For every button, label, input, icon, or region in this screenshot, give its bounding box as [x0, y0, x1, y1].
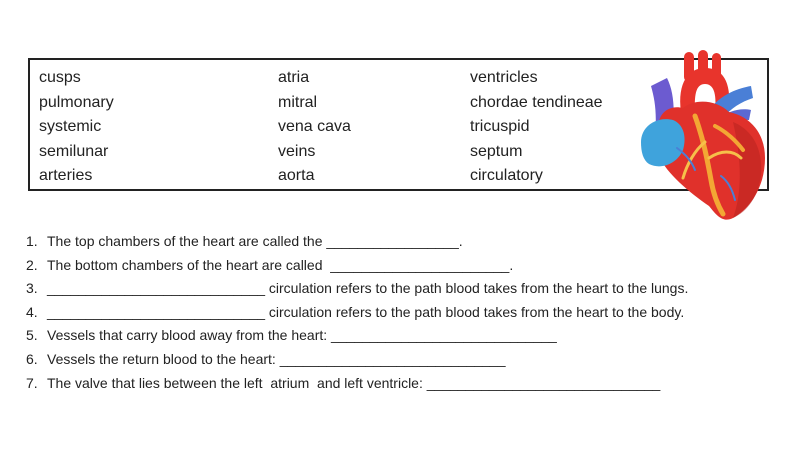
- word-bank-term: chordae tendineae: [470, 93, 603, 111]
- heart-illustration: [637, 46, 777, 226]
- question-text: ____________________________ circulation refers to the path blood takes from the heart to the lungs.: [47, 280, 689, 297]
- word-bank-column-2: [278, 66, 351, 189]
- word-bank-term: atria: [278, 69, 310, 86]
- word-bank-term: mitral: [278, 93, 318, 111]
- word-bank-term: semilunar: [39, 142, 109, 160]
- question-number: 3.: [26, 280, 38, 297]
- question-text: The top chambers of the heart are called the _________________.: [47, 233, 463, 249]
- word-bank-term: septum: [470, 142, 523, 160]
- question-item: [26, 230, 688, 254]
- word-bank-term: arteries: [39, 167, 93, 184]
- word-bank-column-3: [470, 66, 603, 189]
- word-bank-term: aorta: [278, 167, 315, 184]
- question-text: Vessels that carry blood away from the heart: _____________________________: [47, 327, 557, 344]
- question-item: [26, 277, 688, 301]
- question-text: The valve that lies between the left atrium and left ventricle: ______________________________: [47, 374, 661, 391]
- word-bank-term: tricuspid: [470, 118, 530, 135]
- question-number: 6.: [26, 350, 38, 367]
- word-bank-term: vena cava: [278, 118, 351, 135]
- word-bank-term: systemic: [39, 118, 102, 135]
- word-bank-term: cusps: [39, 69, 81, 86]
- question-number: 7.: [26, 374, 38, 391]
- question-text: ____________________________ circulation refers to the path blood takes from the heart to the body.: [47, 303, 685, 320]
- question-item: [26, 348, 688, 372]
- question-number: 1.: [26, 233, 38, 249]
- question-text: Vessels the return blood to the heart: _____________________________: [47, 350, 506, 367]
- question-number: 4.: [26, 303, 38, 320]
- word-bank-term: circulatory: [470, 167, 543, 184]
- word-bank-term: pulmonary: [39, 93, 114, 111]
- question-item: [26, 254, 688, 278]
- question-item: [26, 301, 688, 325]
- word-bank-term: ventricles: [470, 69, 538, 86]
- question-list: [26, 230, 688, 395]
- word-bank-column-1: [39, 66, 114, 189]
- question-text: The bottom chambers of the heart are called _______________________.: [47, 256, 514, 273]
- question-item: [26, 372, 688, 396]
- question-number: 5.: [26, 327, 38, 344]
- question-number: 2.: [26, 256, 38, 273]
- question-item: [26, 324, 688, 348]
- heart-icon: [637, 46, 777, 226]
- word-bank-term: veins: [278, 142, 316, 160]
